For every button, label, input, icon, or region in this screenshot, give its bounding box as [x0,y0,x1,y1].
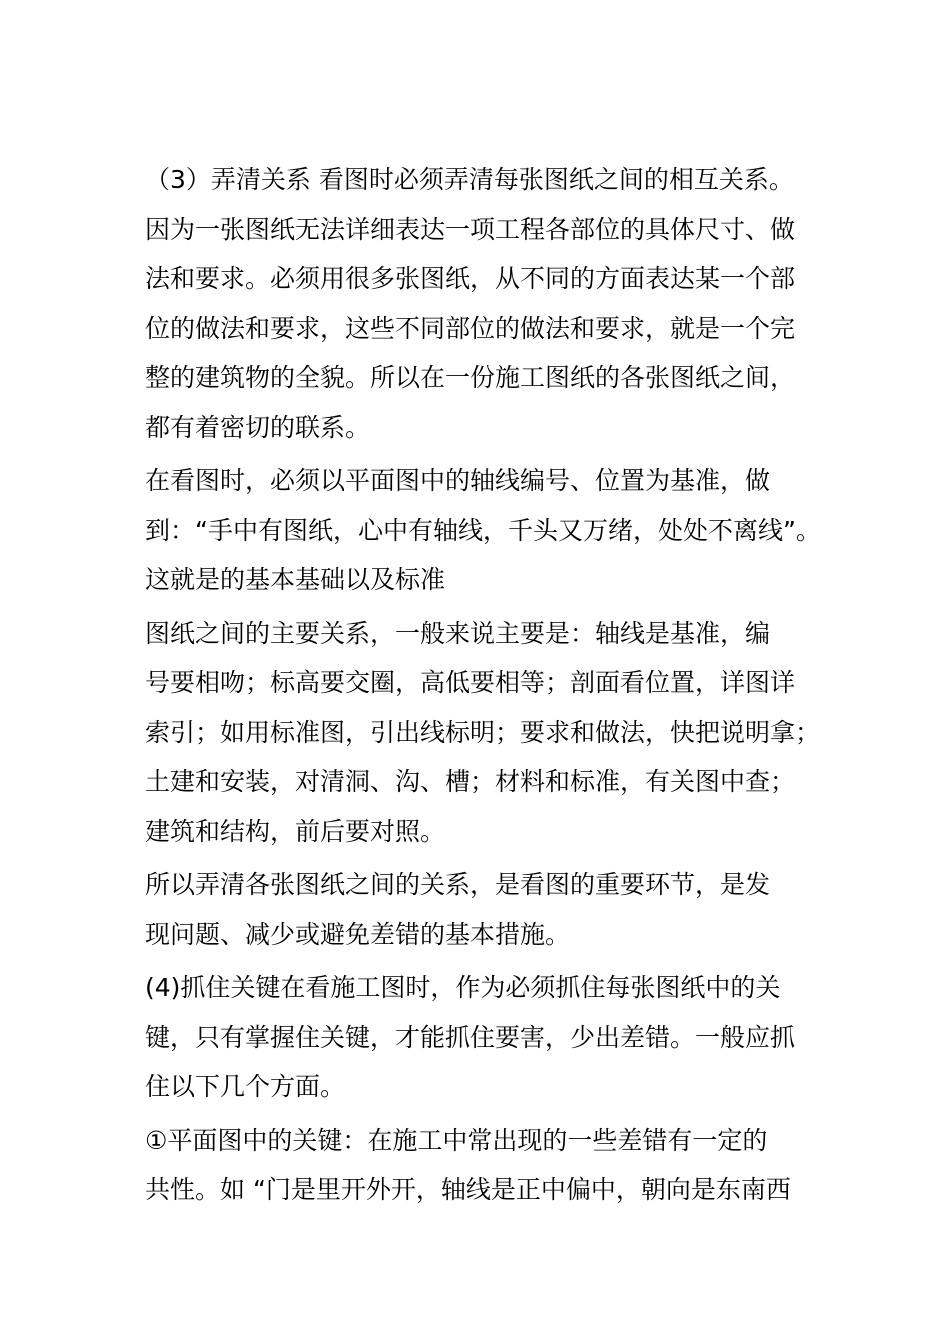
text-line: 因为一张图纸无法详细表达一项工程各部位的具体尺寸、做 [145,214,796,244]
text-line: 位的做法和要求，这些不同部位的做法和要求，就是一个完 [145,313,796,343]
text-line: 索引；如用标准图，引出线标明；要求和做法，快把说明拿； [145,717,821,747]
text-line: (4)抓住关键在看施工图时，作为必须抓住每张图纸中的关 [145,973,781,1002]
paragraph-main-relations [145,609,825,857]
text-line: （3）弄清关系 看图时必须弄清每张图纸之间的相互关系。 [145,165,794,194]
paragraph-relations [145,155,825,452]
text-line: 现问题、减少或避免差错的基本措施。 [145,919,571,949]
text-line: 建筑和结构，前后要对照。 [145,816,446,846]
paragraph-key-points [145,963,825,1112]
text-line: 都有着密切的联系。 [145,412,371,442]
text-line: 号要相吻；标高要交圈，高低要相等；剖面看位置，详图详 [145,668,796,697]
text-line: 在看图时，必须以平面图中的轴线编号、位置为基准，做 [145,466,771,495]
paragraph-axis-reference [145,456,825,605]
text-line: 共性。如 “门是里开外开，轴线是正中偏中，朝向是东南西 [145,1175,791,1204]
text-line: 所以弄清各张图纸之间的关系，是看图的重要环节，是发 [145,870,771,899]
paragraph-plan-keys [145,1116,825,1215]
text-line: 整的建筑物的全貌。所以在一份施工图纸的各张图纸之间， [145,363,796,392]
text-line: 这就是的基本基础以及标准 [145,565,446,594]
text-line: 住以下几个方面。 [145,1072,346,1101]
paragraph-importance [145,860,825,959]
text-line: 土建和安装，对清洞、沟、槽；材料和标准，有关图中查； [145,767,796,796]
document-body [145,155,825,1215]
text-line: 键，只有掌握住关键，才能抓住要害，少出差错。一般应抓 [145,1022,796,1052]
text-line: ①平面图中的关键：在施工中常出现的一些差错有一定的 [145,1125,768,1155]
text-line: 图纸之间的主要关系，一般来说主要是：轴线是基准，编 [145,618,771,648]
text-line: 法和要求。必须用很多张图纸，从不同的方面表达某一个部 [145,264,796,293]
text-line: 到：“手中有图纸，心中有轴线，千头又万绪，处处不离线”。 [145,515,821,545]
